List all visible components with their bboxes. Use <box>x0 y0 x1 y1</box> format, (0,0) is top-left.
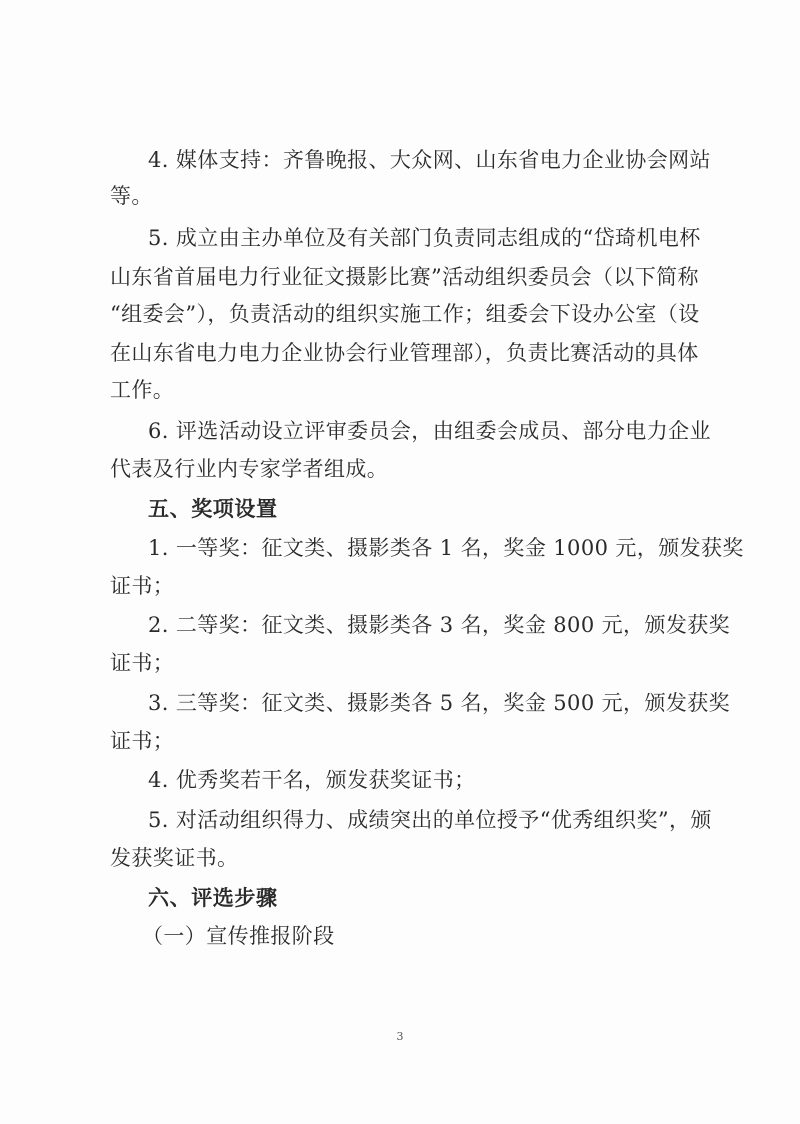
paragraph-line: 3. 三等奖：征文类、摄影类各 5 名，奖金 500 元，颁发获奖 <box>148 691 731 715</box>
paragraph-line: 发获奖证书。 <box>110 846 239 870</box>
page-number: 3 <box>396 1030 404 1043</box>
paragraph-line: 山东省首届电力行业征文摄影比赛”活动组织委员会（以下简称 <box>110 265 699 289</box>
paragraph-line: “组委会”），负责活动的组织实施工作；组委会下设办公室（设 <box>110 302 700 326</box>
paragraph-line: 证书； <box>110 729 175 753</box>
paragraph-line: 证书； <box>110 574 175 598</box>
paragraph-line: 等。 <box>110 184 153 208</box>
subsection-heading: （一）宣传推报阶段 <box>142 924 335 948</box>
section-heading: 六、评选步骤 <box>148 886 278 910</box>
paragraph-line: 2. 二等奖：征文类、摄影类各 3 名，奖金 800 元，颁发获奖 <box>148 613 731 637</box>
section-heading: 五、奖项设置 <box>148 497 278 521</box>
paragraph-line: 5. 成立由主办单位及有关部门负责同志组成的“岱琦机电杯 <box>148 226 701 250</box>
paragraph-line: 工作。 <box>110 378 175 402</box>
paragraph-line: 5. 对活动组织得力、成绩突出的单位授予“优秀组织奖”，颁 <box>148 808 712 832</box>
paragraph-line: 代表及行业内专家学者组成。 <box>110 457 389 481</box>
paragraph-line: 在山东省电力电力企业协会行业管理部），负责比赛活动的具体 <box>110 341 699 365</box>
paragraph-line: 证书； <box>110 651 175 675</box>
paragraph-line: 1. 一等奖：征文类、摄影类各 1 名，奖金 1000 元，颁发获奖 <box>148 536 744 560</box>
paragraph-line: 4. 媒体支持：齐鲁晚报、大众网、山东省电力企业协会网站 <box>148 148 711 172</box>
paragraph-line: 6. 评选活动设立评审委员会，由组委会成员、部分电力企业 <box>148 419 711 443</box>
paragraph-line: 4. 优秀奖若干名，颁发获奖证书； <box>148 768 476 792</box>
